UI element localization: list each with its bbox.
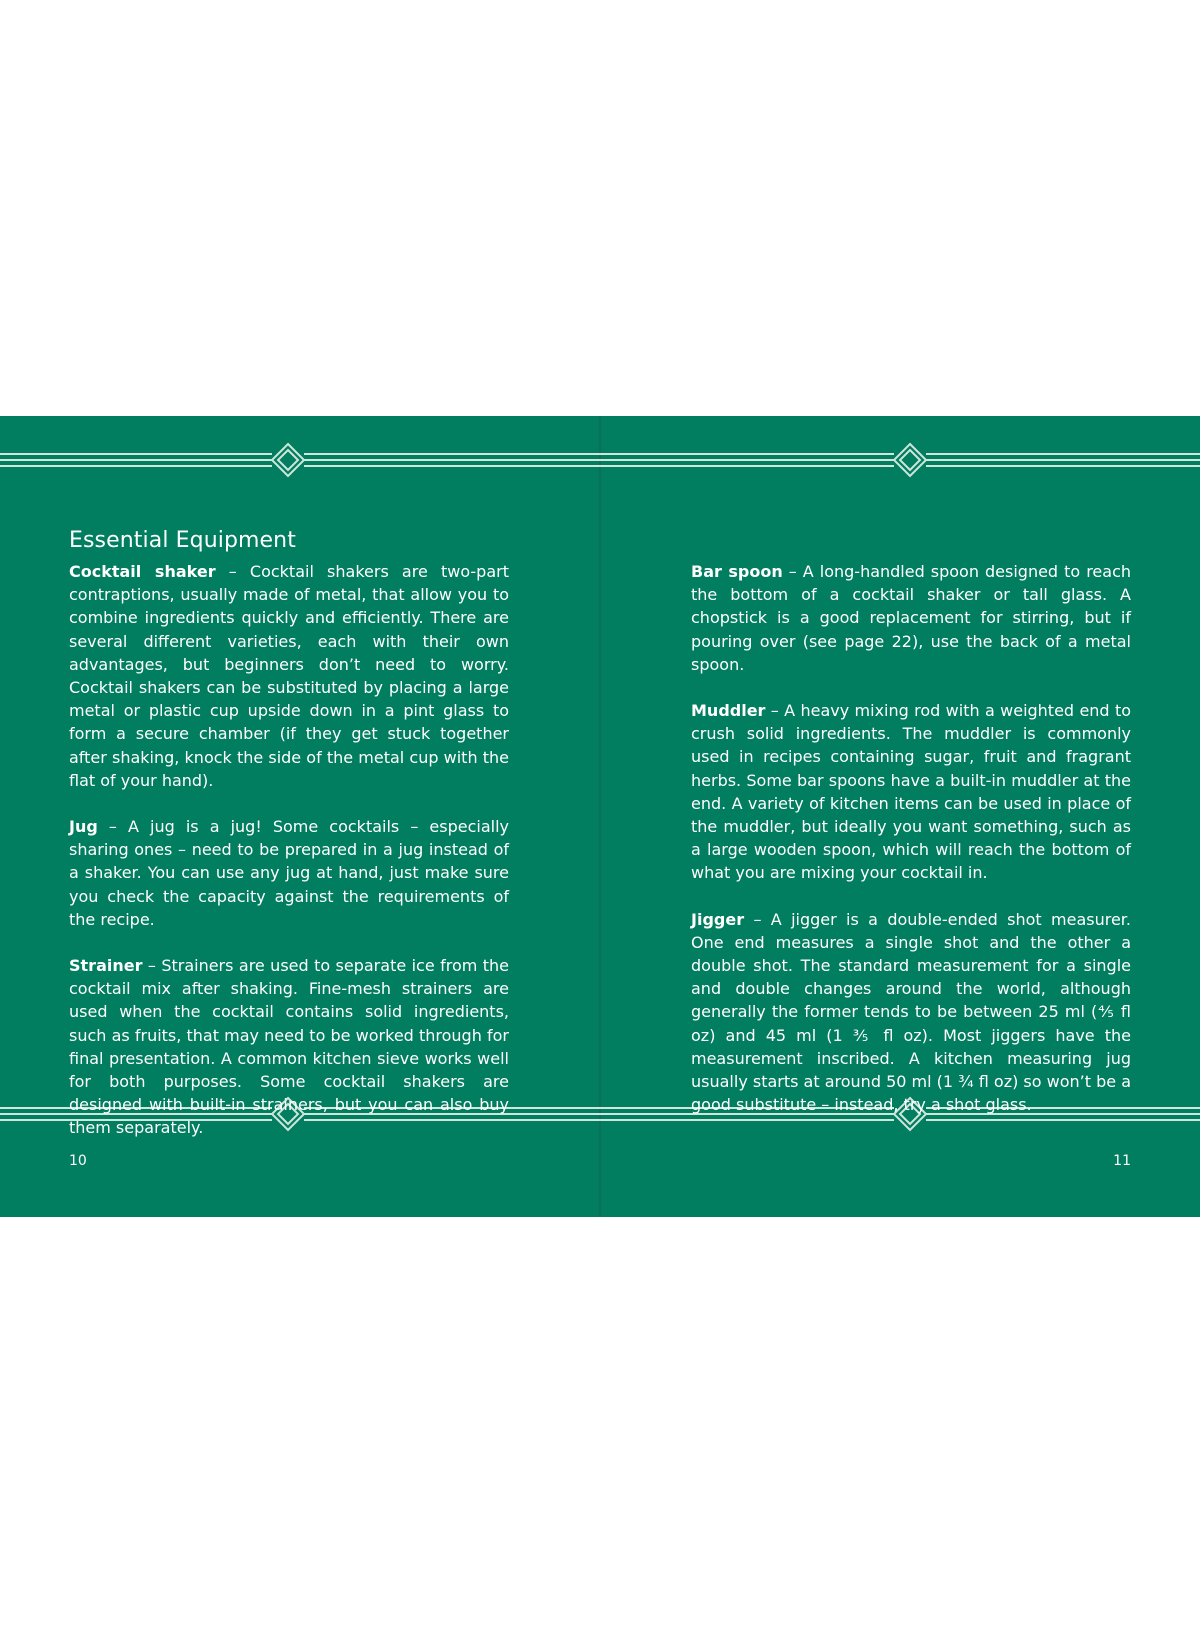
top-ornament <box>0 440 1200 480</box>
entry-term: Jug <box>69 817 98 837</box>
right-page <box>691 526 1131 1139</box>
entry-strainer <box>69 954 509 1140</box>
entry-text: – A heavy mixing rod with a weighted end to crush solid ingredients. The muddler is commonly used in recipes containing sugar, fruit and fragrant herbs. Some bar spoons have a built-in muddler at the end. A variety of kitchen items can be used in place of the muddler, but ideally you want something, such as a large wooden spoon, which will reach the bottom of what you are mixing your cocktail in. <box>691 701 1131 883</box>
entry-muddler <box>691 699 1131 885</box>
entry-text: – A jug is a jug! Some cocktails – especially sharing ones – need to be prepared in a jug instead of a shaker. You can use any jug at hand, just make sure you check the capacity against the requirements of the recipe. <box>69 817 509 929</box>
entry-jug <box>69 815 509 931</box>
entry-text: – A long-handled spoon designed to reach the bottom of a cocktail shaker or tall glass. A chopstick is a good replacement for stirring, but if pouring over (see page 22), use the back of a metal spoon. <box>691 562 1132 674</box>
entry-text: – Cocktail shakers are two-part contraptions, usually made of metal, that allow you to combine ingredients quickly and efficiently. There are several different varieties, each with their own advantages, but beginners don’t need to worry. Cocktail shakers can be substituted by placing a large metal or plastic cup upside down in a pint glass to form a secure chamber (if they get stuck together after shaking, knock the side of the metal cup with the flat of your hand). <box>69 562 509 790</box>
entry-term: Strainer <box>69 956 143 976</box>
page-number-left: 10 <box>69 1153 87 1169</box>
entry-text: – Strainers are used to separate ice from the cocktail mix after shaking. Fine-mesh strainers are used when the cocktail contains solid ingredients, such as fruits, that may need to be worked through for final presentation. A common kitchen sieve works well for both purposes. Some cocktail shakers are designed with built-in strainers, but you can also buy them separately. <box>69 956 509 1138</box>
left-page <box>69 526 509 1163</box>
entry-cocktail-shaker <box>69 560 509 792</box>
entry-jigger <box>691 908 1131 1117</box>
entry-term: Muddler <box>691 701 766 721</box>
book-spread <box>0 416 1200 1217</box>
section-heading: Essential Equipment <box>69 528 296 553</box>
entry-text: – A jigger is a double-ended shot measurer. One end measures a single shot and the other a double shot. The standard measurement for a single and double changes around the world, although generally the former tends to be between 25 ml (⅘ fl oz) and 45 ml (1 ⅗ fl oz). Most jiggers have the measurement inscribed. A kitchen measuring jug usually starts at around 50 ml (1 ¾ fl oz) so won’t be a good substitute – instead, try a shot glass. <box>691 909 1131 1115</box>
entry-bar-spoon <box>691 560 1131 676</box>
entry-term: Cocktail shaker <box>69 562 216 581</box>
entry-term: Jigger <box>691 909 745 929</box>
entry-term: Bar spoon <box>691 562 783 581</box>
page-number-right: 11 <box>1113 1153 1131 1169</box>
